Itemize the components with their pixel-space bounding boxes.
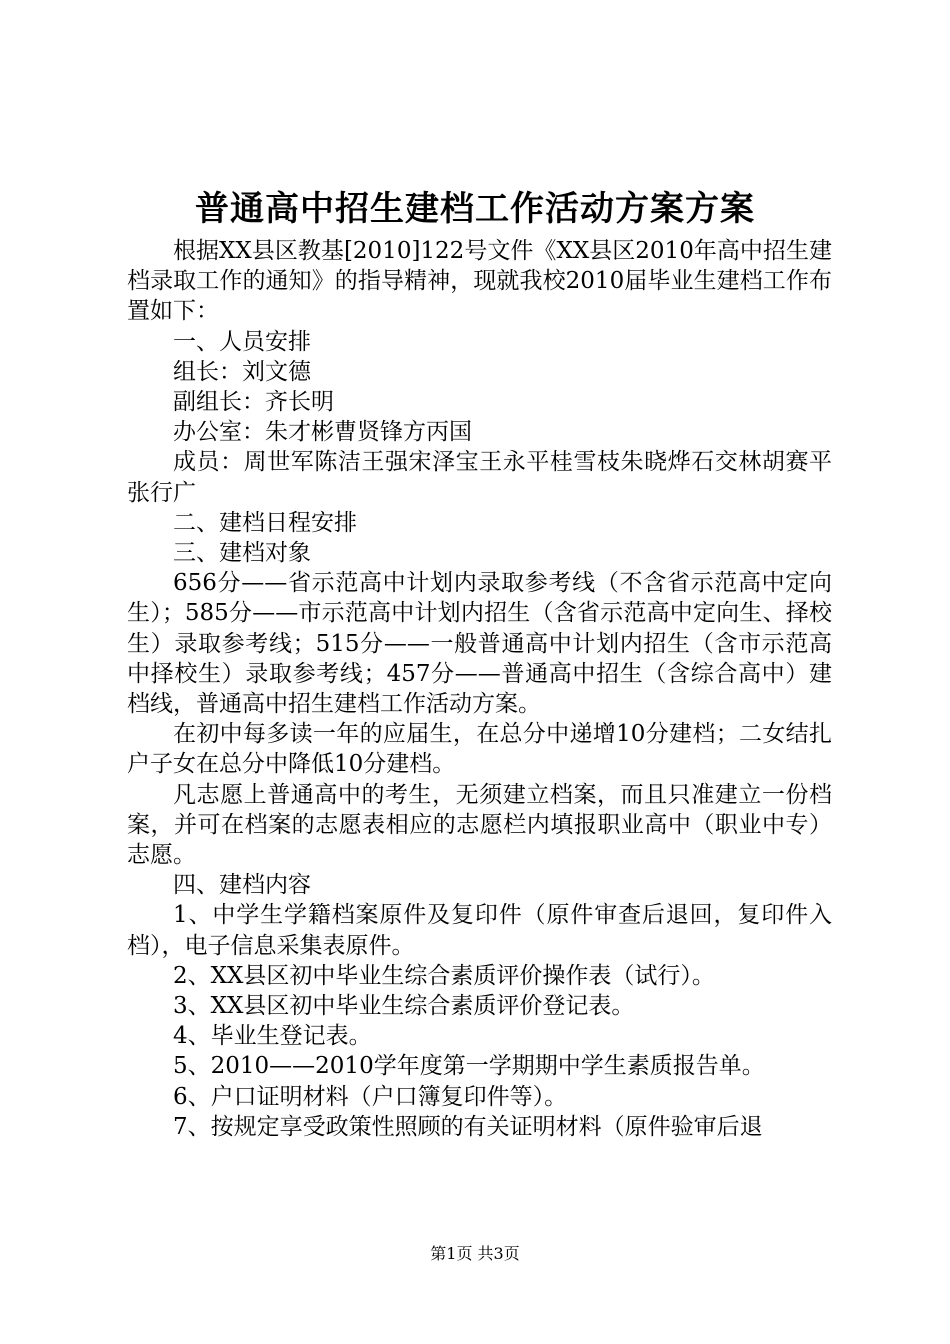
paragraph-single-file: 凡志愿上普通高中的考生，无须建立档案，而且只准建立一份档案，并可在档案的志愿表相应的志愿栏内填报职业高中（职业中专）志愿。 — [127, 781, 832, 869]
list-item: 2、XX县区初中毕业生综合素质评价操作表（试行）。 — [173, 962, 715, 989]
paragraph-leader: 组长：刘文德 — [173, 358, 311, 385]
section-heading-personnel: 一、人员安排 — [173, 328, 311, 355]
list-item: 5、2010——2010学年度第一学期期中学生素质报告单。 — [173, 1053, 765, 1080]
document-body — [127, 236, 832, 1142]
section-heading-targets: 三、建档对象 — [173, 540, 311, 567]
section-heading-contents: 四、建档内容 — [173, 872, 311, 899]
list-item: 6、户口证明材料（户口簿复印件等）。 — [173, 1083, 568, 1110]
paragraph-members: 成员：周世军陈洁王强宋泽宝王永平桂雪枝朱晓烨石交林胡赛平张行广 — [127, 449, 832, 506]
paragraph-deputy-leader: 副组长：齐长明 — [173, 389, 334, 416]
list-item: 1、中学生学籍档案原件及复印件（原件审查后退回，复印件入档），电子信息采集表原件。 — [127, 902, 832, 959]
list-item: 7、按规定享受政策性照顾的有关证明材料（原件验审后退 — [173, 1113, 763, 1140]
page-number-footer: 第1页 共3页 — [430, 1244, 520, 1263]
document-title: 普通高中招生建档工作活动方案方案 — [195, 189, 755, 229]
list-item: 4、毕业生登记表。 — [173, 1023, 372, 1050]
paragraph-score-lines: 656分——省示范高中计划内录取参考线（不含省示范高中定向生）；585分——市示范高中计划内招生（含省示范高中定向生、择校生）录取参考线；515分——一般普通高中计划内招生（含市示范高中择校生）录取参考线；457分——普通高中招生（含综合高中）建档线，普通高中招生建档工作活动方案。 — [127, 570, 832, 718]
section-heading-schedule: 二、建档日程安排 — [173, 509, 357, 536]
paragraph-intro: 根据XX县区教基[2010]122号文件《XX县区2010年高中招生建档录取工作的通知》的指导精神，现就我校2010届毕业生建档工作布置如下： — [127, 238, 832, 325]
paragraph-score-adjustment: 在初中每多读一年的应届生，在总分中递增10分建档；二女结扎户子女在总分中降低10分建档。 — [127, 721, 832, 778]
paragraph-office: 办公室：朱才彬曹贤锋方丙国 — [173, 419, 472, 446]
list-item: 3、XX县区初中毕业生综合素质评价登记表。 — [173, 993, 635, 1020]
